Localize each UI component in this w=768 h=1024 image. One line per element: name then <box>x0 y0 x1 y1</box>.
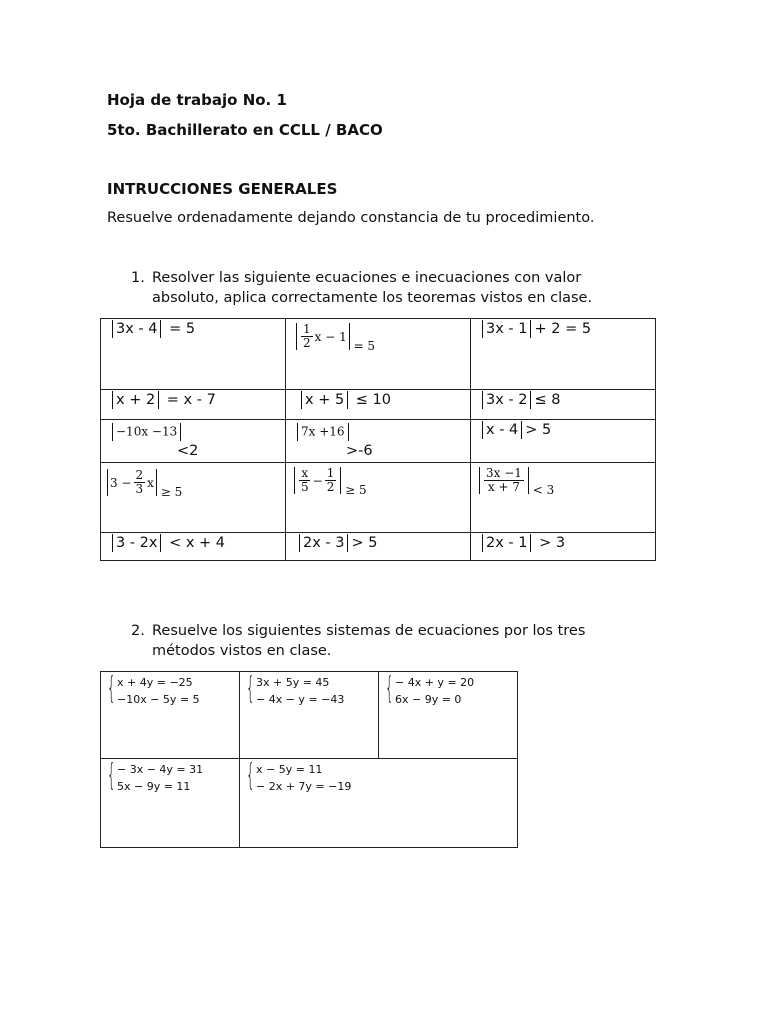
equation-1: − 3x − 4y = 31 <box>117 763 204 776</box>
equation-2: − 4x − y = −43 <box>256 693 345 706</box>
exercise-cell <box>286 533 471 561</box>
item-2-text: Resuelve los siguientes sistemas de ecuaciones por los tres métodos vistos en clase. <box>152 623 586 659</box>
exercise-rhs: <2 <box>177 443 199 459</box>
frac-numerator: 2 <box>135 468 144 482</box>
system-cell: { x + 4y = −25 −10x − 5y = 5 <box>101 672 240 759</box>
exercise-expression: 2x - 1 <box>486 535 528 551</box>
exercise-expression: 3 - 2x <box>116 535 158 551</box>
exercise-rhs: = 5 <box>353 339 376 353</box>
exercise-rhs: + 2 = 5 <box>534 321 592 337</box>
exercise-cell <box>471 390 656 420</box>
frac-denominator: 3 <box>135 482 144 496</box>
exercise-rhs: = x - 7 <box>162 392 216 408</box>
exercise-rhs: > 3 <box>534 535 566 551</box>
frac-numerator: 1 <box>326 466 335 480</box>
equation-1: − 4x + y = 20 <box>395 676 475 689</box>
exercise-cell <box>286 319 471 390</box>
system-cell: { 3x + 5y = 45 − 4x − y = −43 <box>240 672 379 759</box>
exercise-cell <box>471 420 656 463</box>
instructions-heading: INTRUCCIONES GENERALES <box>107 180 338 198</box>
exercise-expression: x + 5 <box>305 392 345 408</box>
instructions-text: Resuelve ordenadamente dejando constancia de tu procedimiento. <box>107 210 595 226</box>
exercise-cell <box>101 390 286 420</box>
exercise-cell <box>101 420 286 463</box>
item-1-text: Resolver las siguiente ecuaciones e inecuaciones con valor absoluto, aplica correctamente los teoremas vistos en clase. <box>152 270 593 306</box>
exercise-expression: 3 − <box>110 475 132 490</box>
equation-1: x + 4y = −25 <box>117 676 193 689</box>
absolute-value-table <box>100 318 656 561</box>
exercise-rhs: < 3 <box>532 483 555 497</box>
frac-denominator: 2 <box>303 336 311 350</box>
system-cell: { − 3x − 4y = 31 5x − 9y = 11 <box>101 759 240 848</box>
systems-table <box>100 671 518 848</box>
exercise-expression: 3x - 4 <box>116 321 158 337</box>
item-number-1: 1. <box>131 270 145 286</box>
exercise-rhs: ≤ 8 <box>534 392 561 408</box>
frac-numerator: 1 <box>303 322 311 336</box>
exercise-cell <box>471 319 656 390</box>
equation-2: 6x − 9y = 0 <box>395 693 462 706</box>
equation-1: 3x + 5y = 45 <box>256 676 330 689</box>
exercise-expression: x - 4 <box>486 422 519 438</box>
frac-denominator: 2 <box>326 480 335 494</box>
exercise-cell <box>286 463 471 533</box>
exercise-cell <box>286 390 471 420</box>
minus-sign: − <box>312 473 323 488</box>
exercise-rhs: >-6 <box>346 443 373 459</box>
exercise-cell <box>471 533 656 561</box>
exercise-expression: 3x - 2 <box>486 392 528 408</box>
exercise-cell <box>471 463 656 533</box>
exercise-expression: x + 2 <box>116 392 156 408</box>
exercise-cell <box>101 463 286 533</box>
course-name: 5to. Bachillerato en CCLL / BACO <box>107 121 383 139</box>
frac-denominator: x + 7 <box>487 480 520 494</box>
exercise-rhs: ≥ 5 <box>345 483 367 497</box>
exercise-cell <box>286 420 471 463</box>
exercise-cell <box>101 319 286 390</box>
exercise-rhs: > 5 <box>525 422 552 438</box>
frac-denominator: 5 <box>301 480 309 494</box>
system-cell: { − 4x + y = 20 6x − 9y = 0 <box>379 672 518 759</box>
exercise-expression: x − 1 <box>314 329 347 344</box>
exercise-expression: 3x - 1 <box>486 321 528 337</box>
frac-numerator: 3x −1 <box>486 466 522 480</box>
equation-1: x − 5y = 11 <box>256 763 323 776</box>
frac-numerator: x <box>301 466 309 480</box>
exercise-rhs: = 5 <box>164 321 196 337</box>
equation-2: − 2x + 7y = −19 <box>256 780 352 793</box>
exercise-rhs: > 5 <box>351 535 378 551</box>
exercise-cell <box>101 533 286 561</box>
exercise-expression: 2x - 3 <box>303 535 345 551</box>
exercise-rhs: < x + 4 <box>164 535 226 551</box>
equation-2: 5x − 9y = 11 <box>117 780 191 793</box>
exercise-variable: x <box>147 475 154 490</box>
exercise-rhs: ≥ 5 <box>160 485 183 499</box>
exercise-expression: 7x +16 <box>301 424 345 439</box>
system-cell: { x − 5y = 11 − 2x + 7y = −19 <box>240 759 518 848</box>
item-number-2: 2. <box>131 623 145 639</box>
exercise-expression: −10x −13 <box>116 424 178 439</box>
equation-2: −10x − 5y = 5 <box>117 693 200 706</box>
exercise-rhs: ≤ 10 <box>351 392 392 408</box>
worksheet-title: Hoja de trabajo No. 1 <box>107 91 287 109</box>
